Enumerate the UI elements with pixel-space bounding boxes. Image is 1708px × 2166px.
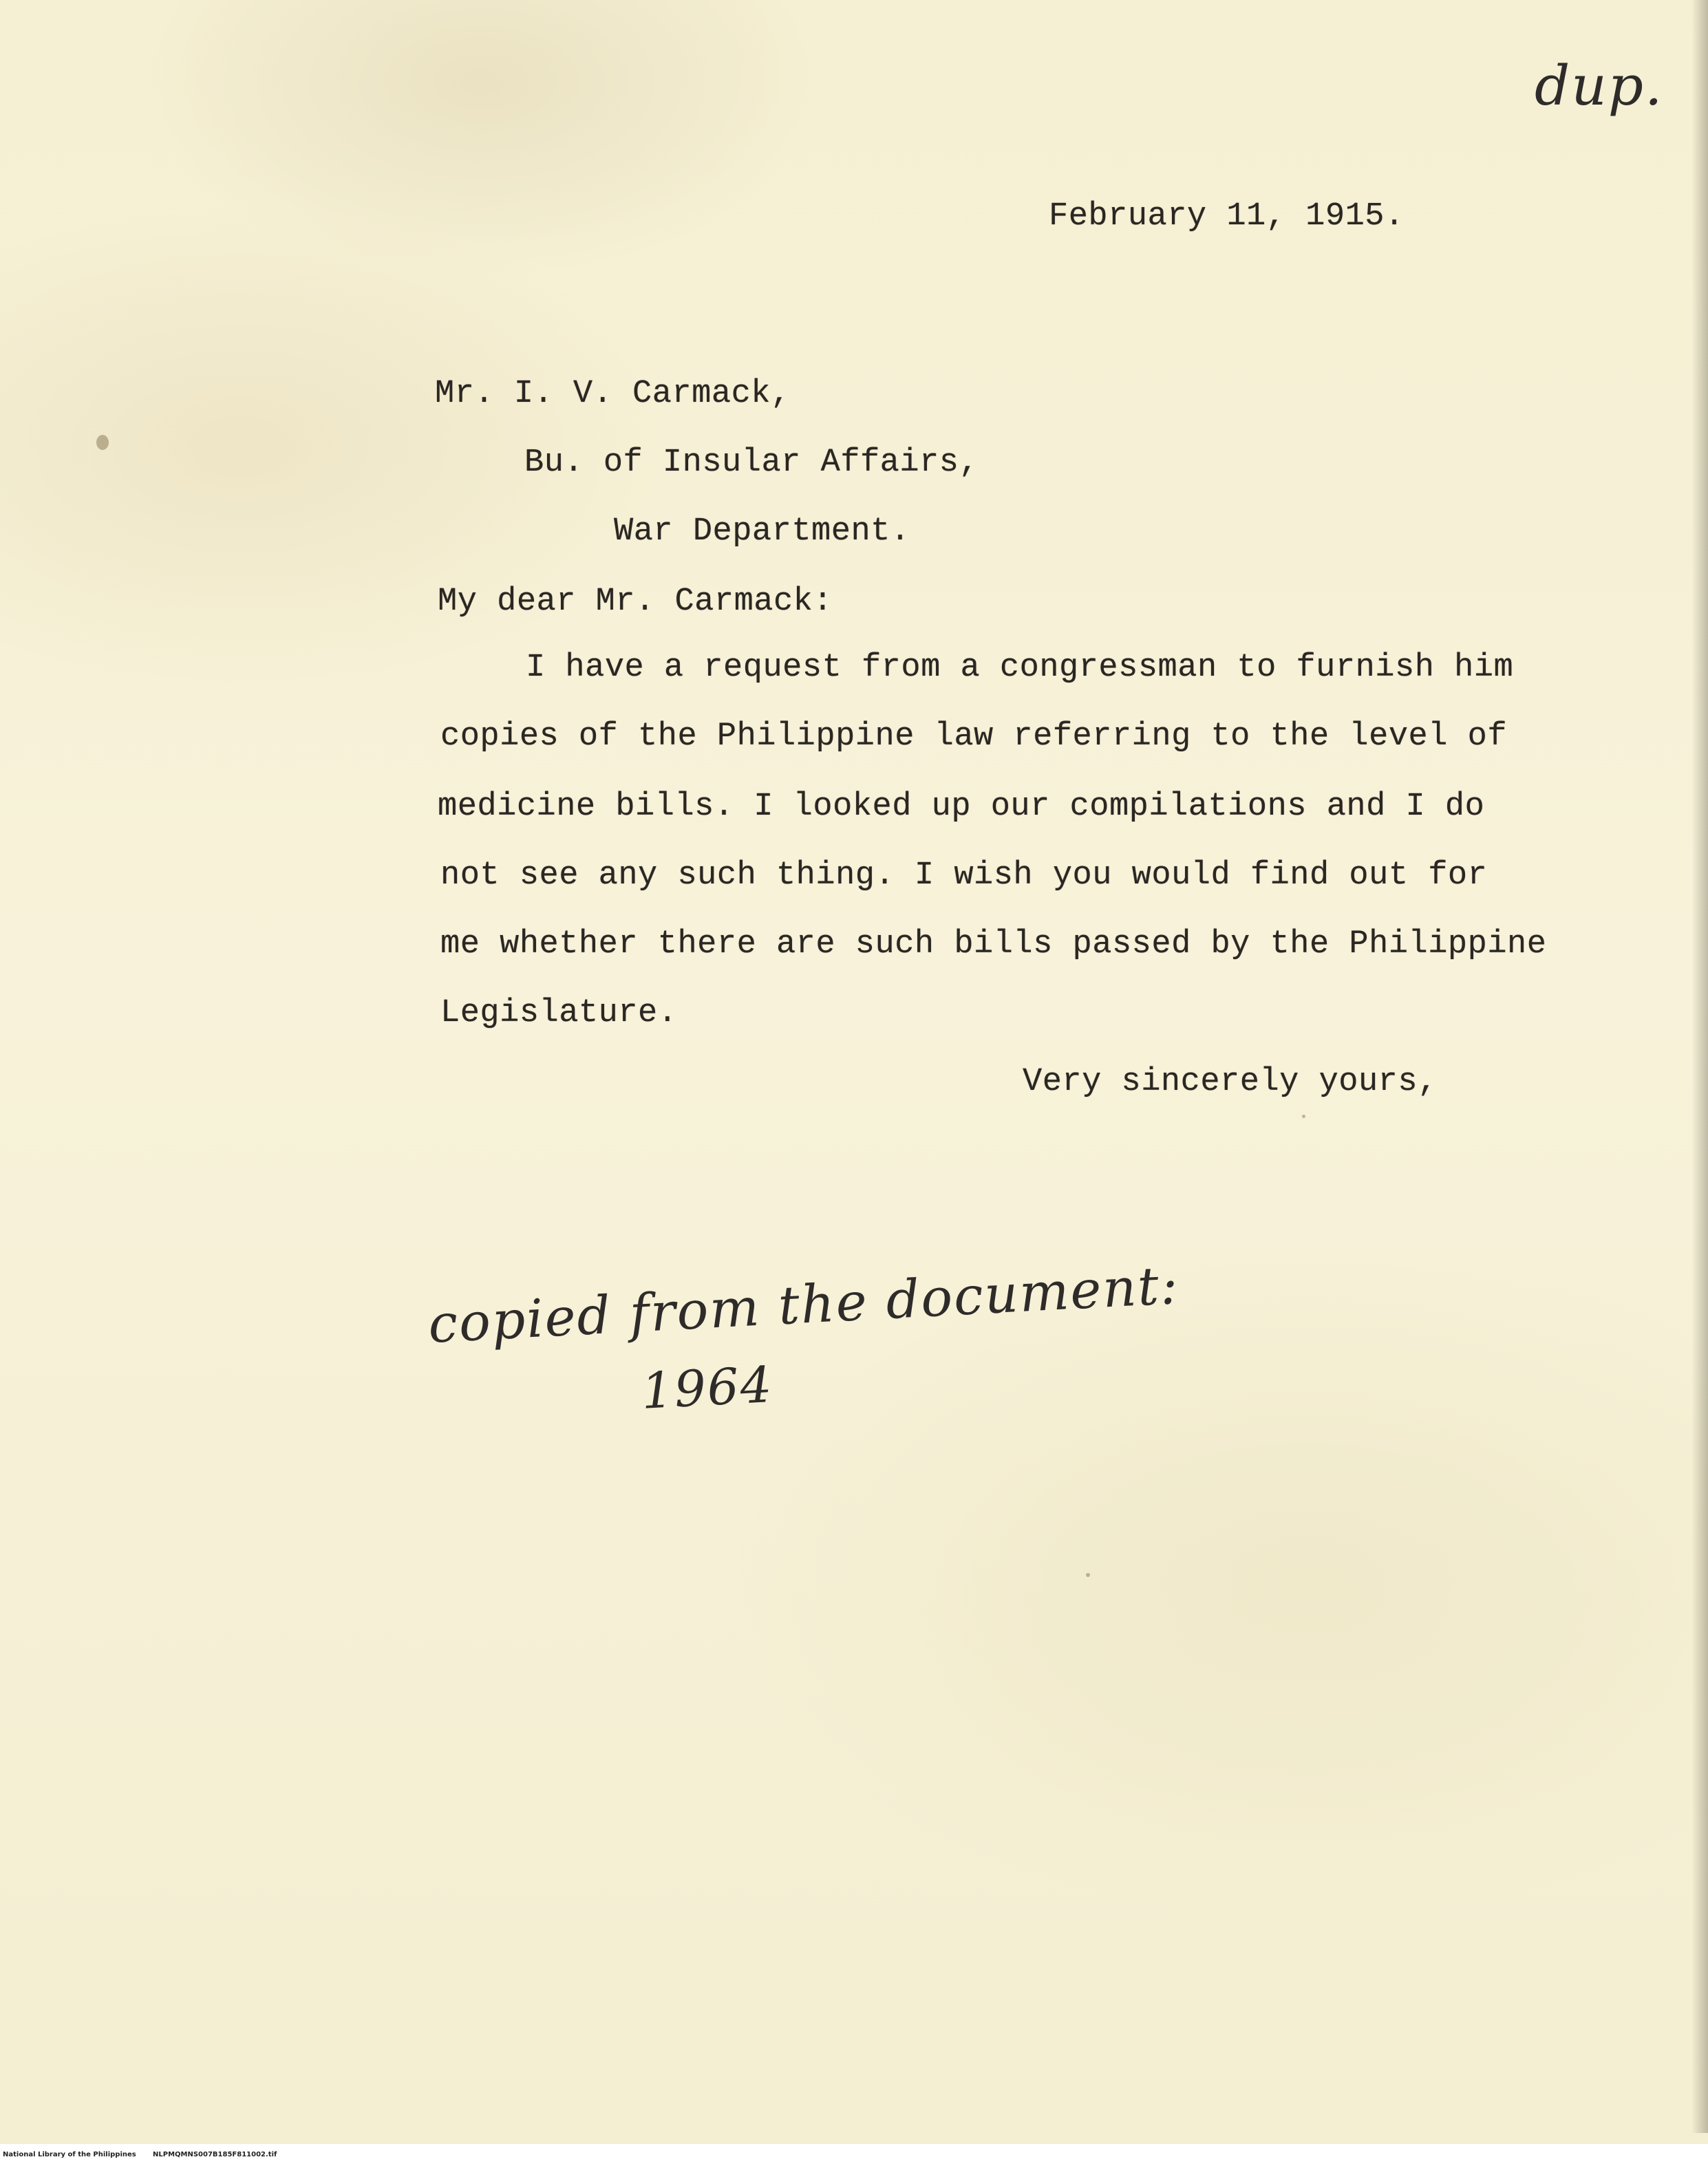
paper-speck [1302,1115,1305,1118]
handwritten-note-line1: copied from the document: [427,1254,1181,1355]
body-line: me whether there are such bills passed by the Philippine [440,926,1547,963]
paper-edge-shadow [1691,0,1708,2133]
letter-date: February 11, 1915. [1049,198,1405,235]
body-line: copies of the Philippine law referring to the level of [440,718,1508,755]
scan-footer-file-code: NLPMQMNS007B185F811002.tif [153,2151,277,2158]
body-line: Legislature. [440,995,678,1031]
salutation: My dear Mr. Carmack: [438,583,833,620]
recipient-name: Mr. I. V. Carmack, [435,376,791,412]
body-line: I have a request from a congressman to furnish him [526,650,1514,686]
closing: Very sincerely yours, [1023,1064,1438,1100]
body-line: medicine bills. I looked up our compilations and I do [438,789,1485,825]
handwritten-note-line2: 1964 [640,1355,775,1420]
recipient-department: War Department. [614,513,910,550]
handwritten-annotation-dup: dup. [1535,54,1664,118]
recipient-office: Bu. of Insular Affairs, [524,444,979,481]
scan-footer-library: National Library of the Philippines [3,2151,136,2158]
paper-stain [96,435,109,450]
body-line: not see any such thing. I wish you would find out for [440,857,1488,894]
paper-speck [1086,1573,1090,1577]
